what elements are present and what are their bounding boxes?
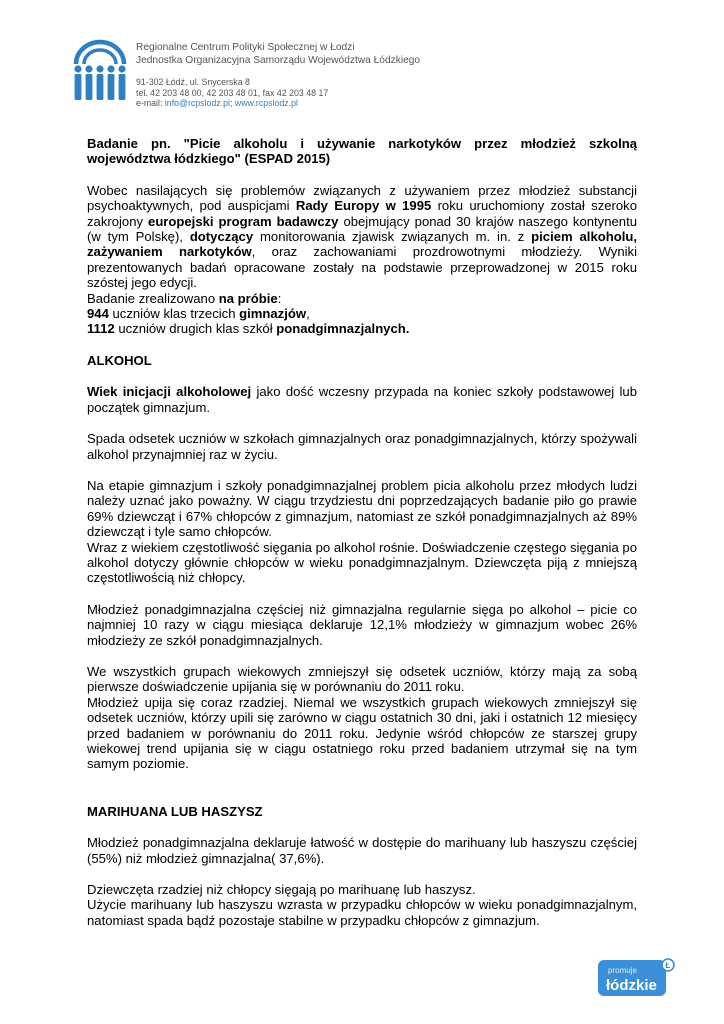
- marijuana-paragraph-2: Dziewczęta rzadziej niż chłopcy sięgają po marihuanę lub haszysz.: [87, 882, 476, 898]
- org-contact: [136, 98, 420, 109]
- marijuana-heading: MARIHUANA LUB HASZYSZ: [87, 803, 263, 819]
- intro-bold-3: dotyczący: [189, 229, 254, 245]
- intro-bold-2: europejski program badawczy: [148, 213, 339, 229]
- alcohol-bold-1: Wiek inicjacji alkoholowej: [87, 384, 252, 400]
- sample-text-4: ,: [306, 306, 310, 322]
- org-phones: tel. 42 203 48 00, 42 203 48 01, fax 42 203 48 17: [136, 87, 329, 98]
- alcohol-paragraph-3: Na etapie gimnazjum i szkoły ponadgimnazjalnej problem picia alkoholu przez młodych ludzi należy uznać jako poważny. W ciągu trzydziestu dni poprzedzających badanie piło go prawie 69% dziewcząt i 67% chłopców z gimnazjum, natomiast ze szkół ponadgimnazjalnych aż 89% dziewcząt i tyle samo chłopców.: [87, 477, 637, 540]
- sample-text-5: uczniów drugich klas szkół: [114, 321, 277, 337]
- rcps-logo: [72, 36, 128, 102]
- sample-text-2: :: [277, 290, 282, 306]
- marijuana-paragraph-1: Młodzież ponadgimnazjalna deklaruje łatwość w dostępie do marihuany lub haszyszu częściej (55%) niż młodzież gimnazjalna( 37,6%).: [87, 835, 637, 866]
- intro-bold-1: Rady Europy w 1995: [295, 198, 432, 214]
- alcohol-paragraph-7: Młodzież upija się coraz rzadziej. Niemal we wszystkich grupach wiekowych zmniejszył się odsetek uczniów, którzy upili się zarówno w ciągu ostatnich 30 dni, jaki i ostatnich 12 miesięcy przed badaniem w porównaniu do 2011 roku. Jedynie wśród chłopców ze starszej grupy wiekowej trend upijania się w ciągu ostatniego roku przed badaniem utrzymał się na tym samym poziomie.: [87, 694, 637, 772]
- sample-bold-2: gimnazjów: [239, 306, 307, 322]
- org-address-block: [136, 77, 420, 109]
- alcohol-paragraph-4: Wraz z wiekiem częstotliwość sięgania po alkohol rośnie. Doświadczenie częstego sięgania po alkohol dotyczy głównie chłopców w wieku ponadgimnazjalnym. Dziewczęta piją z mniejszą częstotliwością niż chłopcy.: [87, 539, 637, 586]
- intro-text-5: , oraz zachowaniami prozdrowotnymi młodzieży. Wyniki prezentowanych badań opracowane zostały na podstawie przeprowadzonej w 2015 roku szóstej jego edycji.: [87, 244, 638, 291]
- intro-text-4: monitorowania zjawisk związanych m. in. z: [253, 229, 532, 245]
- intro-text-1: Wobec nasilających się problemów związanych z używaniem przez młodzież substancji psychoaktywnych, pod auspicjami: [87, 182, 637, 214]
- sample-text-1: Badanie zrealizowano: [87, 290, 219, 306]
- intro-bold-4: piciem alkoholu, zażywaniem narkotyków: [87, 229, 637, 260]
- badge-small-text: promuje: [608, 966, 637, 975]
- intro-paragraph: [87, 183, 637, 291]
- letterhead: [72, 30, 492, 110]
- sample-ponadgimnazjum: [87, 321, 637, 336]
- promuje-lodzkie-badge: [598, 958, 676, 998]
- org-name: Regionalne Centrum Polityki Społecznej w Łodzi: [136, 42, 355, 53]
- document-title: Badanie pn. "Picie alkoholu i używanie narkotyków przez młodzież szkolną województwa łódzkiego" (ESPAD 2015): [87, 136, 637, 167]
- intro-text-2: roku uruchomiony został szeroko zakrojony: [87, 198, 637, 229]
- web-link[interactable]: www.rcpslodz.pl: [234, 98, 298, 109]
- intro-text-3: obejmujący ponad 30 krajów naszego kontynentu (w tym Polskę),: [87, 213, 637, 245]
- sample-line: [87, 291, 637, 306]
- alcohol-paragraph-6: We wszystkich grupach wiekowych zmniejszył się odsetek uczniów, którzy mają za sobą pierwsze doświadczenie upijania się w porównaniu do 2011 roku.: [87, 663, 637, 695]
- sample-count-1: 944: [87, 306, 109, 322]
- badge-mark: Ł: [665, 961, 671, 970]
- alcohol-paragraph-5: Młodzież ponadgimnazjalna częściej niż gimnazjalna regularnie sięga po alkohol – picie co najmniej 10 razy w ciągu miesiąca deklaruje 12,1% młodzieży w gimnazjum wobec 26% młodzieży ze szkół ponadgimnazjalnych.: [87, 601, 637, 648]
- sample-bold-3: ponadgimnazjalnych.: [276, 321, 410, 337]
- marijuana-paragraph-3: Użycie marihuany lub haszyszu wzrasta w przypadku chłopców w wieku ponadgimnazjalnym, natomiast spada bądź pozostaje stabilne w przypadku chłopców z gimnazjum.: [87, 897, 637, 928]
- web-separator: ;: [230, 98, 235, 109]
- alcohol-text-1: jako dość wczesny przypada na koniec szkoły podstawowej lub początek gimnazjum.: [87, 384, 637, 415]
- org-unit: Jednostka Organizacyjna Samorządu Województwa Łódzkiego: [136, 54, 421, 66]
- sample-text-3: uczniów klas trzecich: [108, 306, 240, 322]
- sample-count-2: 1112: [87, 321, 115, 337]
- email-link[interactable]: info@rcpslodz.pl: [164, 98, 231, 109]
- sample-gimnazjum: [87, 306, 637, 321]
- document-body: [87, 136, 637, 928]
- org-info: [136, 42, 420, 109]
- alcohol-paragraph-2: Spada odsetek uczniów w szkołach gimnazjalnych oraz ponadgimnazjalnych, którzy spożywali alkohol przynajmniej raz w życiu.: [87, 431, 637, 462]
- alcohol-paragraph-1: [87, 384, 637, 415]
- alcohol-heading: ALKOHOL: [87, 352, 152, 368]
- email-label: e-mail:: [136, 98, 165, 109]
- sample-bold-1: na próbie: [218, 290, 278, 306]
- org-address: 91-302 Łódź, ul. Snycerska 8: [136, 77, 250, 88]
- badge-big-text: łódzkie: [606, 977, 657, 994]
